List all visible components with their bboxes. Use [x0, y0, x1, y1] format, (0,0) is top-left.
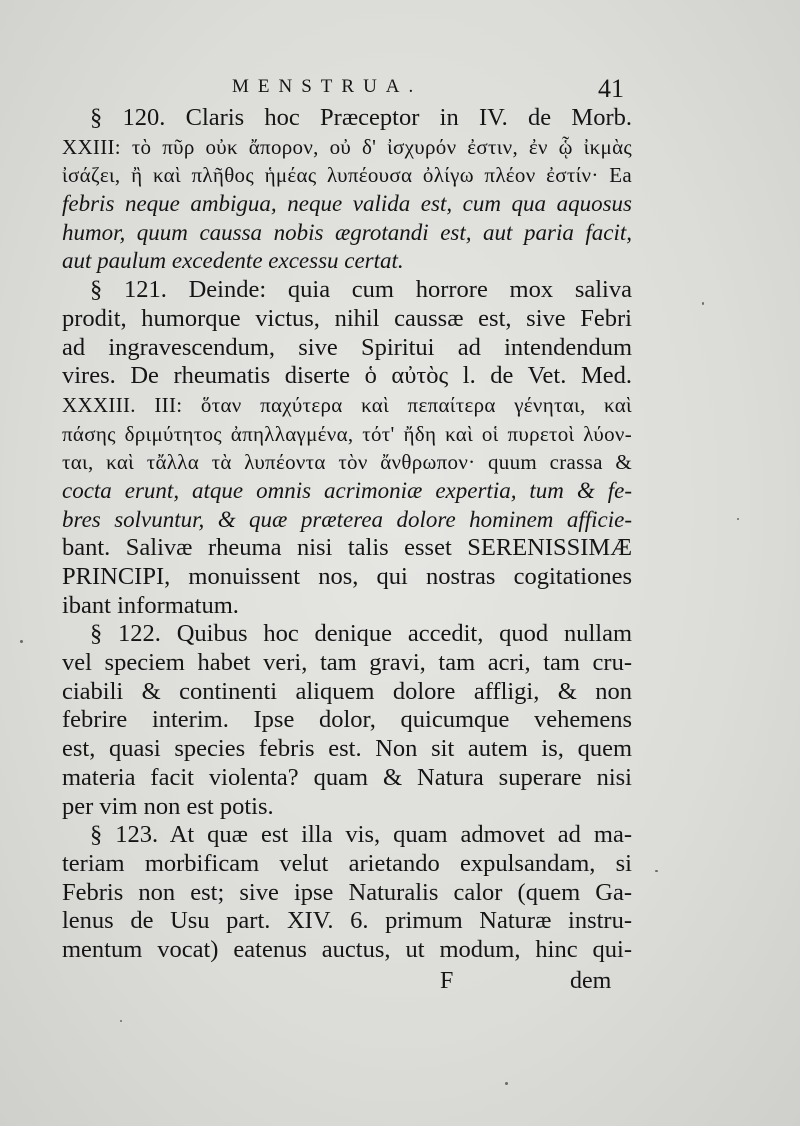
text-line: aut paulum excedente excessu certat.	[62, 248, 404, 274]
text-line: ciabili & continenti aliquem dolore affligi, & non	[62, 677, 632, 705]
paper-speck	[655, 870, 658, 872]
paper-speck	[737, 518, 739, 520]
text-line: XXXIII. III: ὅταν παχύτερα καὶ πεπαίτερα γένηται, καὶ	[62, 392, 632, 417]
catchword: dem	[570, 968, 612, 994]
text-line: materia facit violenta? quam & Natura superare nisi	[62, 763, 632, 791]
text-line: bres solvuntur, & quæ præterea dolore hominem afficie-	[62, 506, 632, 532]
text-line: PRINCIPI, monuissent nos, qui nostras cogitationes	[62, 563, 632, 590]
paper-speck	[505, 1082, 508, 1085]
paper-speck	[120, 1020, 122, 1022]
text-line: vires. De rheumatis diserte ὁ αὐτὸς l. de Vet. Med.	[62, 362, 632, 390]
text-line: ἰσάζει, ἢ καὶ πλῆθος ἡμέας λυπέουσα ὀλίγω πλέον ἐστίν· Ea	[62, 163, 632, 188]
text-line: ad ingravescendum, sive Spiritui ad intendendum	[62, 333, 632, 361]
text-line: per vim non est potis.	[62, 792, 274, 820]
text-line: ται, καὶ τἄλλα τὰ λυπέοντα τὸν ἄνθρωπον· quum crassa &	[62, 450, 632, 475]
text-line: teriam morbificam velut arietando expulsandam, si	[62, 849, 632, 877]
text-line: febrire interim. Ipse dolor, quicumque vehemens	[62, 706, 632, 734]
running-head: MENSTRUA.	[232, 76, 423, 97]
text-line: § 122. Quibus hoc denique accedit, quod nullam	[90, 620, 632, 648]
text-line: Febris non est; sive ipse Naturalis calor (quem Ga-	[62, 878, 632, 906]
text-line: πάσης δριμύτητος ἀπηλλαγμένα, τότ' ἤδη καὶ οἱ πυρετοὶ λύον-	[62, 421, 632, 446]
text-line: cocta erunt, atque omnis acrimoniæ expertia, tum & fe-	[62, 477, 632, 503]
body-text	[62, 104, 632, 965]
text-line: febris neque ambigua, neque valida est, cum qua aquosus	[62, 191, 632, 217]
signature-mark: F	[440, 968, 454, 994]
text-line: ibant informatum.	[62, 591, 239, 619]
text-line: § 120. Claris hoc Præceptor in IV. de Morb.	[90, 104, 632, 131]
paper-speck	[20, 640, 23, 643]
text-line: est, quasi species febris est. Non sit autem is, quem	[62, 735, 632, 763]
text-line: bant. Salivæ rheuma nisi talis esset SERENISSIMÆ	[62, 534, 632, 562]
text-line: § 123. At quæ est illa vis, quam admovet ad ma-	[90, 821, 632, 849]
text-line: lenus de Usu part. XIV. 6. primum Naturæ instru-	[62, 907, 632, 935]
paper-speck	[702, 302, 704, 305]
text-line: prodit, humorque victus, nihil caussæ est, sive Febri	[62, 304, 632, 332]
page-number: 41	[598, 74, 624, 103]
text-line: vel speciem habet veri, tam gravi, tam acri, tam cru-	[62, 649, 632, 677]
text-line: mentum vocat) eatenus auctus, ut modum, hinc qui-	[62, 935, 632, 963]
text-line: humor, quum caussa nobis ægrotandi est, aut paria facit,	[62, 219, 632, 245]
text-line: XXIII: τὸ πῦρ οὐκ ἄπορον, οὐ δ' ἰσχυρόν ἐστιν, ἐν ᾧ ἰκμὰς	[62, 134, 632, 159]
text-line: § 121. Deinde: quia cum horrore mox saliva	[90, 276, 632, 304]
